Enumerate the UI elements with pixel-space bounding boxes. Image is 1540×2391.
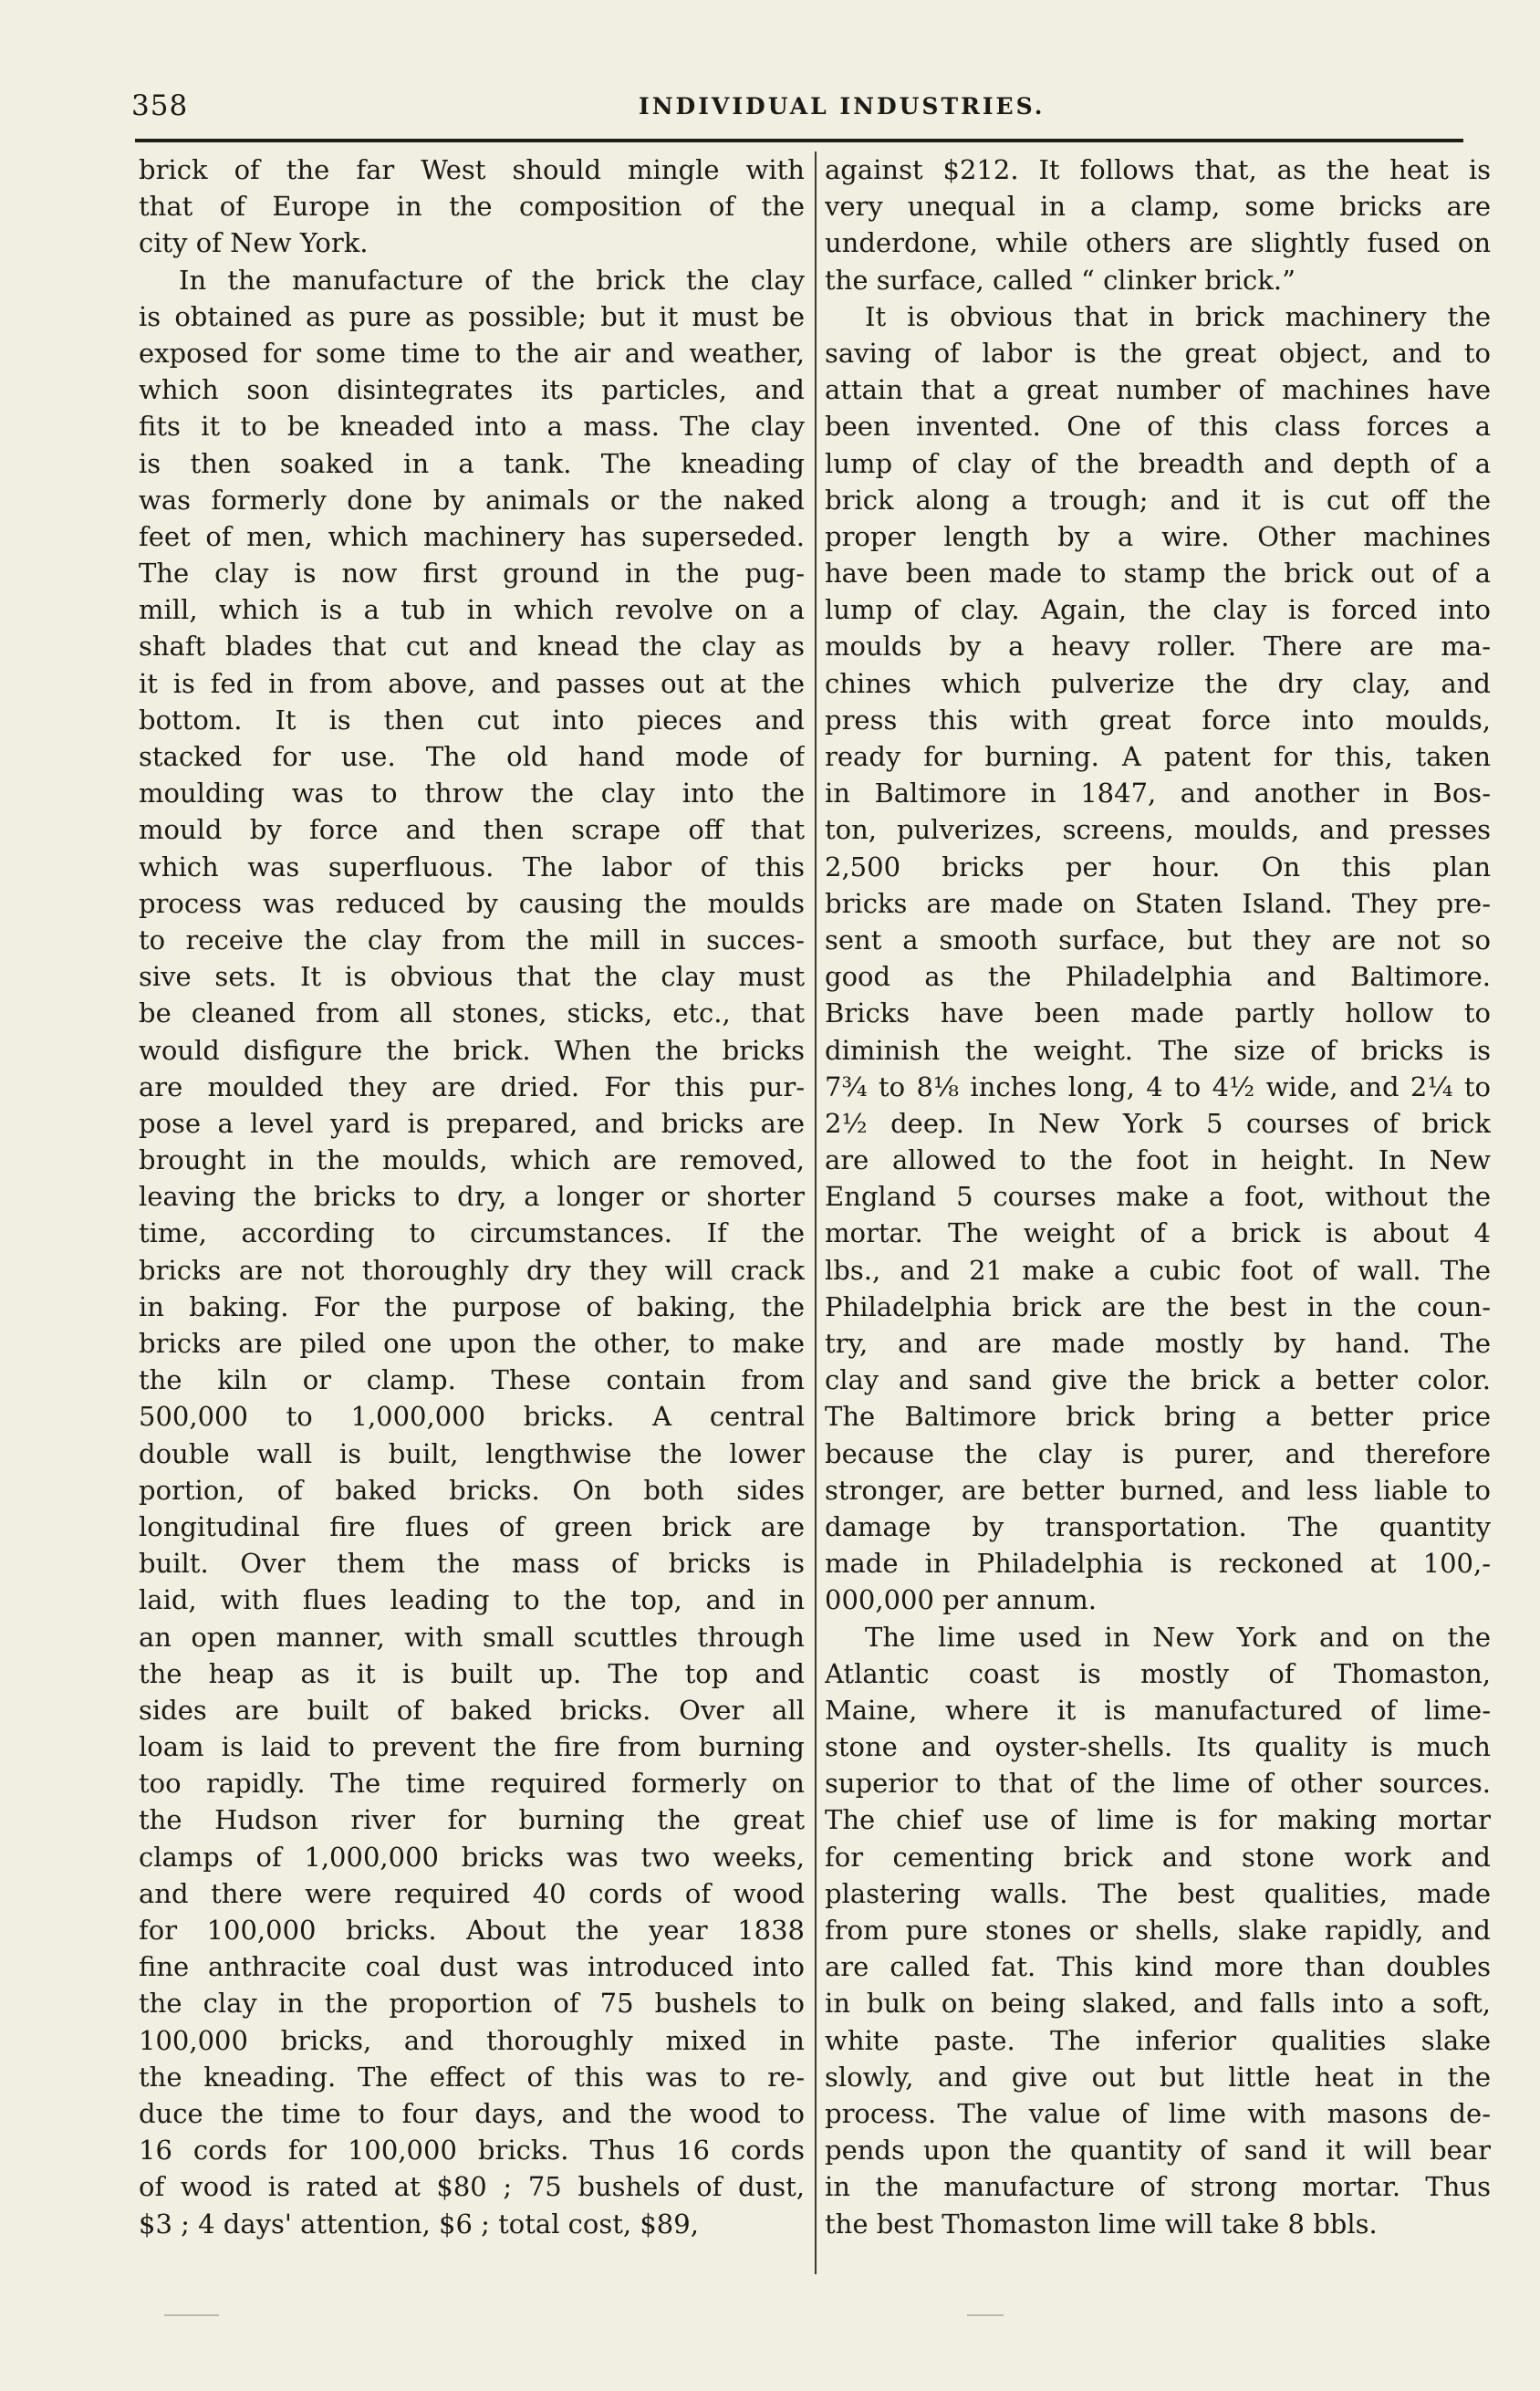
text-line: Bricks have been made partly hollow to [825,997,1491,1029]
text-line: to receive the clay from the mill in succes- [139,924,805,955]
right-text-column [825,151,1491,2242]
text-line: for 100,000 bricks. About the year 1838 [139,1915,805,1946]
text-line: too rapidly. The time required formerly on [139,1768,805,1800]
text-line: proper length by a wire. Other machines [825,520,1491,552]
text-line: duce the time to four days, and the wood to [139,2097,805,2129]
text-line: been invented. One of this class forces a [825,411,1491,443]
text-line: is then soaked in a tank. The kneading [139,447,805,479]
text-line: bricks are piled one upon the other, to make [139,1328,805,1359]
text-line: Philadelphia brick are the best in the coun- [825,1290,1491,1322]
text-line: an open manner, with small scuttles through [139,1621,805,1653]
text-line: lbs., and 21 make a cubic foot of wall. The [825,1254,1491,1286]
text-line: sides are built of baked bricks. Over all [139,1694,805,1726]
text-line: because the clay is purer, and therefore [825,1437,1491,1469]
text-line: shaft blades that cut and knead the clay as [139,631,805,663]
running-head: INDIVIDUAL INDUSTRIES. [639,93,1046,120]
text-line: The Baltimore brick bring a better price [825,1401,1491,1433]
text-line: mill, which is a tub in which revolve on a [139,594,805,626]
text-line: white paste. The inferior qualities slake [825,2024,1491,2056]
text-line: time, according to circumstances. If the [139,1217,805,1249]
text-line: portion, of baked bricks. On both sides [139,1474,805,1506]
text-line: the Hudson river for burning the great [139,1804,805,1836]
text-line: laid, with flues leading to the top, and in [139,1584,805,1616]
text-line: are allowed to the foot in height. In New [825,1144,1491,1176]
text-line: are called fat. This kind more than doubles [825,1951,1491,1983]
text-line: feet of men, which machinery has superseded. [139,520,805,552]
text-line: 2,500 bricks per hour. On this plan [825,851,1491,882]
text-line: 500,000 to 1,000,000 bricks. A central [139,1401,805,1433]
text-line: process was reduced by causing the moulds [139,887,805,919]
text-line: try, and are made mostly by hand. The [825,1328,1491,1359]
text-line: ton, pulverizes, screens, moulds, and presses [825,814,1491,846]
text-line: clay and sand give the brick a better color. [825,1364,1491,1396]
text-line: brought in the moulds, which are removed, [139,1144,805,1176]
text-line: Maine, where it is manufactured of lime- [825,1694,1491,1726]
text-line: The clay is now first ground in the pug- [139,558,805,590]
text-line: the kiln or clamp. These contain from [139,1364,805,1396]
text-line: 000,000 per annum. [825,1584,1097,1616]
text-line: have been made to stamp the brick out of a [825,558,1491,590]
text-line: diminish the weight. The size of bricks is [825,1034,1491,1066]
text-line: is obtained as pure as possible; but it must be [139,300,805,332]
text-line: in bulk on being slaked, and falls into a soft, [825,1988,1491,2020]
text-line: lump of clay of the breadth and depth of a [825,447,1491,479]
text-line: the surface, called “ clinker brick.” [825,264,1295,296]
text-line: 7¾ to 8⅛ inches long, 4 to 4½ wide, and 2¼ to [825,1070,1491,1102]
text-line: sent a smooth surface, but they are not so [825,924,1491,955]
text-line: The chief use of lime is for making mortar [825,1804,1491,1836]
text-line: saving of labor is the great object, and to [825,337,1491,369]
text-line: it is fed in from above, and passes out at the [139,667,805,699]
text-line: built. Over them the mass of bricks is [139,1548,805,1580]
text-line: It is obvious that in brick machinery the [865,300,1491,332]
text-line: 2½ deep. In New York 5 courses of brick [825,1107,1491,1139]
text-line: the clay in the proportion of 75 bushels to [139,1988,805,2020]
text-line: the heap as it is built up. The top and [139,1657,805,1689]
text-line: England 5 courses make a foot, without the [825,1181,1491,1213]
text-line: are moulded they are dried. For this pur- [139,1070,805,1102]
text-line: bottom. It is then cut into pieces and [139,704,805,736]
text-line: stacked for use. The old hand mode of [139,741,805,772]
text-line: which was superfluous. The labor of this [139,851,805,882]
text-line: of wood is rated at $80 ; 75 bushels of dust, [139,2171,805,2203]
text-line: ready for burning. A patent for this, taken [825,741,1491,772]
text-line: press this with great force into moulds, [825,704,1491,736]
text-line: lump of clay. Again, the clay is forced into [825,594,1491,626]
left-text-column [139,151,805,2242]
text-line: longitudinal fire flues of green brick are [139,1510,805,1542]
text-line: good as the Philadelphia and Baltimore. [825,961,1491,993]
text-line: in Baltimore in 1847, and another in Bos- [825,778,1491,809]
text-line: damage by transportation. The quantity [825,1510,1491,1542]
text-line: 16 cords for 100,000 bricks. Thus 16 cords [139,2135,805,2167]
text-line: stone and oyster-shells. Its quality is much [825,1731,1491,1763]
text-line: brick of the far West should mingle with [139,154,805,185]
text-line: Atlantic coast is mostly of Thomaston, [825,1657,1491,1689]
text-line: plastering walls. The best qualities, made [825,1877,1491,1909]
text-line: loam is laid to prevent the fire from burning [139,1731,805,1763]
text-line: and there were required 40 cords of wood [139,1877,805,1909]
text-line: process. The value of lime with masons de- [825,2097,1491,2129]
text-line: from pure stones or shells, slake rapidly, and [825,1915,1491,1946]
text-line: stronger, are better burned, and less liable to [825,1474,1491,1506]
page-foot-mark [967,2314,1004,2316]
text-line: leaving the bricks to dry, a longer or shorter [139,1181,805,1213]
page-foot-mark [164,2314,219,2316]
page-number: 358 [131,89,189,122]
text-line: moulding was to throw the clay into the [139,778,805,809]
text-line: slowly, and give out but little heat in the [825,2061,1491,2093]
text-line: be cleaned from all stones, sticks, etc., that [139,997,805,1029]
text-line: 100,000 bricks, and thoroughly mixed in [139,2024,805,2056]
text-line: attain that a great number of machines have [825,374,1491,406]
text-line: the kneading. The effect of this was to re- [139,2061,805,2093]
text-line: fits it to be kneaded into a mass. The clay [139,411,805,443]
text-line: pends upon the quantity of sand it will bear [825,2135,1491,2167]
text-line: very unequal in a clamp, some bricks are [825,191,1491,223]
text-line: for cementing brick and stone work and [825,1841,1491,1873]
text-line: $3 ; 4 days' attention, $6 ; total cost, $89, [139,2208,699,2240]
text-line: exposed for some time to the air and weather, [139,337,805,369]
column-divider [815,151,817,2274]
header-rule [135,139,1463,142]
text-line: chines which pulverize the dry clay, and [825,667,1491,699]
text-line: In the manufacture of the brick the clay [179,264,805,296]
text-line: sive sets. It is obvious that the clay must [139,961,805,993]
text-line: against $212. It follows that, as the heat is [825,154,1491,185]
text-line: clamps of 1,000,000 bricks was two weeks, [139,1841,805,1873]
text-line: moulds by a heavy roller. There are ma- [825,631,1491,663]
text-line: double wall is built, lengthwise the lower [139,1437,805,1469]
text-line: city of New York. [139,227,369,259]
text-line: the best Thomaston lime will take 8 bbls. [825,2208,1378,2240]
text-line: was formerly done by animals or the naked [139,484,805,516]
text-line: pose a level yard is prepared, and bricks are [139,1107,805,1139]
text-line: The lime used in New York and on the [865,1621,1491,1653]
text-line: superior to that of the lime of other sources. [825,1768,1491,1800]
text-line: mould by force and then scrape off that [139,814,805,846]
text-line: in baking. For the purpose of baking, the [139,1290,805,1322]
text-line: bricks are not thoroughly dry they will crack [139,1254,805,1286]
text-line: fine anthracite coal dust was introduced into [139,1951,805,1983]
text-line: underdone, while others are slightly fused on [825,227,1491,259]
text-line: bricks are made on Staten Island. They pre- [825,887,1491,919]
text-line: mortar. The weight of a brick is about 4 [825,1217,1491,1249]
text-line: that of Europe in the composition of the [139,191,805,223]
text-line: which soon disintegrates its particles, and [139,374,805,406]
text-line: made in Philadelphia is reckoned at 100,- [825,1548,1491,1580]
text-line: brick along a trough; and it is cut off the [825,484,1491,516]
text-line: would disfigure the brick. When the bricks [139,1034,805,1066]
text-line: in the manufacture of strong mortar. Thus [825,2171,1491,2203]
